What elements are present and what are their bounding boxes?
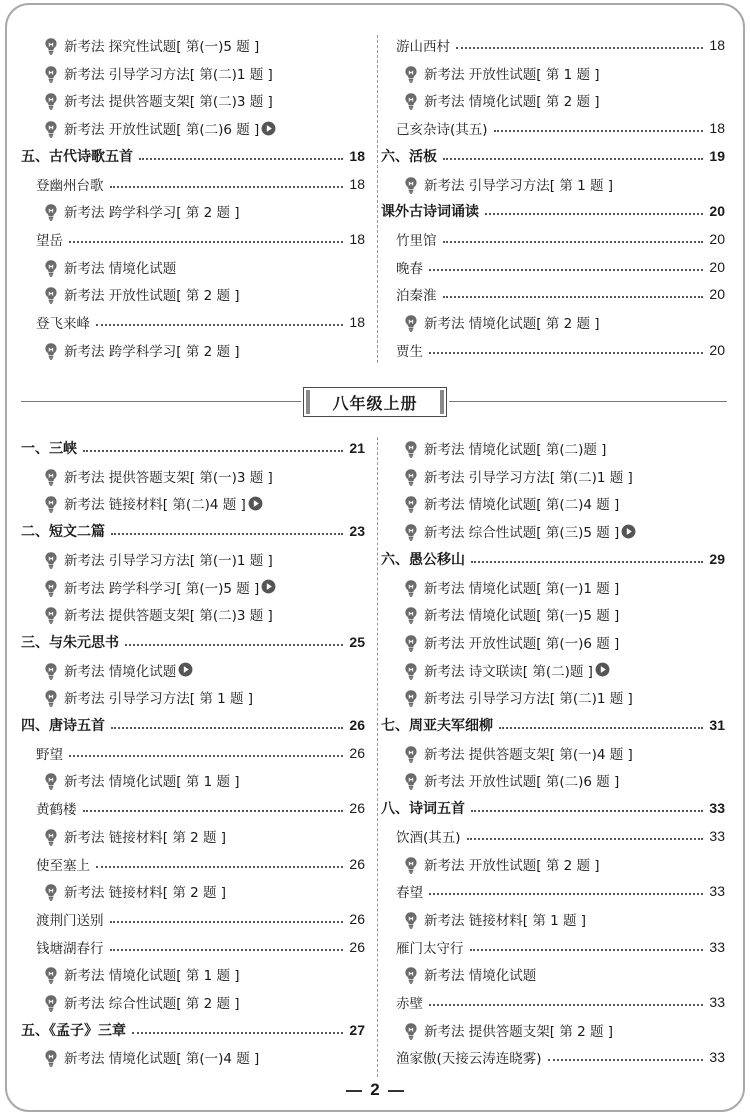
toc-entry[interactable] [21,310,365,334]
toc-section[interactable] [381,796,725,820]
toc-page-number: 18 [349,314,365,330]
toc-page-number: 21 [349,440,365,456]
play-arrow-icon[interactable] [178,662,193,677]
toc-label: 新考法 情境化试题[ 第(一)4 题 ] [64,1051,260,1068]
toc-sub-item[interactable] [21,824,365,848]
toc-sub-item[interactable] [381,768,725,792]
lightbulb-icon [403,440,419,458]
dot-leader [471,561,703,563]
lightbulb-icon [43,259,59,277]
dot-leader [443,296,704,298]
toc-entry[interactable] [21,935,365,959]
toc-entry[interactable] [381,1045,725,1069]
toc-label: 新考法 提供答题支架[ 第(一)4 题 ] [424,746,633,763]
dot-leader [494,130,704,132]
toc-label: 新考法 提供答题支架[ 第(一)3 题 ] [64,469,273,486]
toc-label: 黄鹤楼 [36,802,77,819]
toc-page-number: 31 [709,717,725,733]
banner-title: 八年级上册 [306,390,444,414]
toc-label: 登幽州台歌 [36,177,104,194]
toc-sub-item[interactable] [21,116,365,140]
toc-sub-item[interactable] [381,464,725,488]
toc-sub-item[interactable] [381,519,725,543]
footer-dash-left [346,1090,362,1092]
toc-label: 新考法 情境化试题 [424,968,537,985]
toc-entry[interactable] [381,116,725,140]
toc-label: 新考法 情境化试题[ 第(二)4 题 ] [424,497,620,514]
toc-page-number: 20 [709,341,725,358]
toc-label: 新考法 情境化试题[ 第(一)5 题 ] [424,608,620,625]
toc-entry[interactable] [21,741,365,765]
toc-label: 三、与朱元思书 [21,634,119,651]
toc-label: 五、古代诗歌五首 [21,148,133,165]
toc-label: 新考法 情境化试题[ 第(一)1 题 ] [424,580,620,597]
lightbulb-icon [403,92,419,110]
page-number: 2 [370,1080,380,1099]
dot-leader [69,241,343,243]
toc-page-number: 20 [709,230,725,247]
toc-sub-item[interactable] [21,990,365,1014]
toc-label: 四、唐诗五首 [21,718,105,734]
toc-label: 赤壁 [396,996,423,1012]
toc-sub-item[interactable] [381,436,725,460]
toc-label: 新考法 开放性试题[ 第(一)6 题 ] [424,635,620,652]
lightbulb-icon [403,1022,419,1040]
toc-page-number: 18 [349,147,365,164]
toc-entry[interactable] [381,935,725,959]
toc-label: 新考法 开放性试题[ 第(二)6 题 ] [424,774,620,791]
lightbulb-icon [43,551,59,569]
toc-sub-item[interactable] [21,879,365,903]
toc-entry[interactable] [381,990,725,1014]
toc-label: 游山西村 [396,39,450,55]
lightbulb-icon [403,176,419,194]
toc-entry[interactable] [21,796,365,820]
lightbulb-icon [403,662,419,680]
toc-entry[interactable] [381,338,725,362]
toc-page-number: 29 [709,550,725,567]
toc-label: 新考法 开放性试题[ 第(二)6 题 ] [64,122,260,139]
lightbulb-icon [43,1049,59,1067]
lightbulb-icon [43,286,59,304]
toc-page-number: 26 [349,744,365,761]
toc-label: 饮酒(其五) [396,829,461,846]
toc-label: 望岳 [36,232,63,249]
toc-sub-item[interactable] [381,741,725,765]
toc-sub-item[interactable] [21,338,365,362]
toc-page-number: 20 [709,258,725,275]
toc-page-number: 27 [349,1021,365,1038]
lightbulb-icon [43,342,59,360]
toc-label: 新考法 引导学习方法[ 第(二)1 题 ] [64,66,273,83]
lightbulb-icon [43,468,59,486]
toc-label: 新考法 情境化试题[ 第 2 题 ] [424,94,600,111]
toc-page-number: 26 [349,855,365,872]
toc-sub-item[interactable] [21,575,365,599]
toc-label: 新考法 提供答题支架[ 第(二)3 题 ] [64,94,273,111]
toc-label: 登飞来峰 [36,316,90,332]
toc-label: 新考法 引导学习方法[ 第(一)1 题 ] [64,552,273,569]
toc-label: 新考法 综合性试题[ 第(三)5 题 ] [424,525,620,542]
toc-sub-item[interactable] [381,658,725,682]
lightbulb-icon [43,495,59,513]
toc-sub-item[interactable] [21,199,365,223]
toc-label: 竹里馆 [396,232,437,249]
toc-section[interactable] [381,547,725,571]
toc-label: 八、诗词五首 [381,801,465,818]
toc-label: 使至塞上 [36,857,90,874]
toc-sub-item[interactable] [21,1045,365,1069]
lightbulb-icon [403,856,419,874]
lightbulb-icon [403,772,419,790]
dot-leader [499,727,703,729]
play-arrow-icon[interactable] [621,524,636,539]
toc-section[interactable] [21,144,365,168]
play-arrow-icon[interactable] [248,496,263,511]
lightbulb-icon [43,689,59,707]
lightbulb-icon [43,203,59,221]
toc-label: 新考法 引导学习方法[ 第(二)1 题 ] [424,691,633,708]
toc-label: 新考法 情境化试题[ 第 1 题 ] [64,774,240,791]
toc-label: 一、三峡 [21,441,77,457]
toc-page-number: 20 [709,286,725,303]
toc-sub-item[interactable] [381,61,725,85]
toc-sub-item[interactable] [381,310,725,334]
lightbulb-icon [403,606,419,624]
dot-leader [467,838,704,840]
toc-label: 新考法 引导学习方法[ 第(二)1 题 ] [424,469,633,486]
toc-label: 钱塘湖春行 [36,940,104,957]
toc-label: 新考法 引导学习方法[ 第 1 题 ] [64,691,254,708]
lightbulb-icon [403,911,419,929]
lightbulb-icon [403,495,419,513]
toc-page-number: 18 [709,37,725,53]
lightbulb-icon [403,745,419,763]
column-divider-bottom [377,437,378,1077]
toc-sub-item[interactable] [381,491,725,515]
toc-page-number: 26 [349,938,365,955]
toc-page-number: 33 [709,883,725,900]
toc-entry[interactable] [381,824,725,848]
toc-section[interactable] [21,630,365,654]
dot-leader [429,893,703,895]
toc-page-number: 18 [709,120,725,137]
lightbulb-icon [43,65,59,83]
dot-leader [443,241,704,243]
toc-section[interactable] [21,1018,365,1042]
section-banner [303,387,447,417]
toc-page-number: 26 [349,910,365,927]
toc-entry[interactable] [381,282,725,306]
toc-page-number: 33 [709,994,725,1010]
dot-leader [139,158,343,160]
toc-label: 渔家傲(天接云涛连晓雾) [396,1051,542,1068]
lightbulb-icon [43,92,59,110]
toc-page-number: 20 [709,203,725,220]
dot-leader [548,1059,704,1061]
lightbulb-icon [403,579,419,597]
dot-leader [485,213,703,215]
dot-leader [132,1032,343,1034]
toc-entry[interactable] [381,255,725,279]
lightbulb-icon [403,468,419,486]
toc-label: 雁门太守行 [396,940,464,957]
toc-sub-item[interactable] [21,962,365,986]
toc-entry[interactable] [381,879,725,903]
dot-leader [69,755,343,757]
toc-label: 己亥杂诗(其五) [396,122,488,139]
toc-label: 二、短文二篇 [21,524,105,541]
toc-label: 新考法 开放性试题[ 第 1 题 ] [424,66,600,83]
toc-sub-item[interactable] [381,962,725,986]
dot-leader [443,158,703,160]
dot-leader [96,324,343,326]
dot-leader [96,866,343,868]
toc-page-number: 19 [709,147,725,164]
toc-label: 六、愚公移山 [381,551,465,568]
lightbulb-icon [43,966,59,984]
lightbulb-icon [43,37,59,55]
toc-label: 新考法 情境化试题 [64,260,177,277]
lightbulb-icon [403,314,419,332]
toc-entry[interactable] [21,852,365,876]
toc-section[interactable] [381,199,725,223]
toc-entry[interactable] [21,172,365,196]
toc-sub-item[interactable] [21,685,365,709]
lightbulb-icon [403,634,419,652]
toc-sub-item[interactable] [21,61,365,85]
page-footer [7,1080,743,1100]
toc-sub-item[interactable] [21,88,365,112]
toc-label: 新考法 综合性试题[ 第 2 题 ] [64,996,240,1012]
toc-label: 晚春 [396,260,423,277]
toc-sub-item[interactable] [21,255,365,279]
toc-label: 课外古诗词诵读 [381,204,479,221]
dot-leader [110,186,344,188]
toc-label: 新考法 链接材料[ 第 1 题 ] [424,912,587,929]
toc-section[interactable] [21,436,365,460]
toc-label: 新考法 提供答题支架[ 第 2 题 ] [424,1023,614,1040]
toc-page-number: 33 [709,1049,725,1066]
column-divider-top [377,35,378,363]
toc-page-number: 23 [349,523,365,540]
toc-label: 新考法 跨学科学习[ 第 2 题 ] [64,205,240,222]
dot-leader [83,810,344,812]
toc-entry[interactable] [381,227,725,251]
toc-entry[interactable] [21,227,365,251]
toc-section[interactable] [21,713,365,737]
lightbulb-icon [403,523,419,541]
toc-section[interactable] [381,144,725,168]
toc-sub-item[interactable] [381,907,725,931]
toc-label: 六、活板 [381,148,437,165]
toc-sub-item[interactable] [381,575,725,599]
lightbulb-icon [43,883,59,901]
toc-entry[interactable] [21,907,365,931]
toc-label: 新考法 链接材料[ 第(二)4 题 ] [64,497,246,514]
dot-leader [83,450,343,452]
toc-label: 渡荆门送别 [36,912,104,929]
lightbulb-icon [43,994,59,1012]
dot-leader [429,352,703,354]
toc-label: 新考法 提供答题支架[ 第(二)3 题 ] [64,608,273,625]
toc-label: 新考法 情境化试题[ 第 1 题 ] [64,968,240,985]
toc-page-number: 33 [709,827,725,844]
toc-label: 新考法 情境化试题[ 第(二)题 ] [424,442,607,458]
toc-sub-item[interactable] [381,685,725,709]
toc-label: 五、《孟子》三章 [21,1022,126,1039]
toc-label: 新考法 情境化试题[ 第 2 题 ] [424,316,600,332]
dot-leader [110,921,344,923]
play-arrow-icon[interactable] [261,579,276,594]
dot-leader [470,949,704,951]
dot-leader [429,269,703,271]
play-arrow-icon[interactable] [261,121,276,136]
toc-sub-item[interactable] [21,491,365,515]
banner-rule-right [449,401,727,402]
dot-leader [471,810,703,812]
toc-entry[interactable] [381,33,725,57]
lightbulb-icon [403,65,419,83]
toc-label: 新考法 诗文联读[ 第(二)题 ] [424,663,593,680]
dot-leader [456,47,703,49]
lightbulb-icon [43,579,59,597]
toc-page-number: 26 [349,800,365,817]
toc-sub-item[interactable] [381,1018,725,1042]
lightbulb-icon [43,606,59,624]
toc-label: 新考法 探究性试题[ 第(一)5 题 ] [64,39,260,55]
toc-label: 新考法 情境化试题 [64,663,177,680]
footer-dash-right [388,1090,404,1092]
toc-sub-item[interactable] [381,602,725,626]
toc-sub-item[interactable] [21,464,365,488]
toc-sub-item[interactable] [21,547,365,571]
toc-page-number: 26 [349,717,365,733]
toc-sub-item[interactable] [21,768,365,792]
toc-label: 春望 [396,885,423,902]
banner-rule-left [21,401,301,402]
toc-label: 新考法 跨学科学习[ 第(一)5 题 ] [64,580,260,597]
toc-label: 新考法 链接材料[ 第 2 题 ] [64,885,227,902]
toc-sub-item[interactable] [381,852,725,876]
page [5,3,745,1112]
toc-label: 新考法 引导学习方法[ 第 1 题 ] [424,177,614,194]
toc-label: 七、周亚夫军细柳 [381,718,493,734]
toc-section[interactable] [21,519,365,543]
toc-sub-item[interactable] [21,33,365,57]
lightbulb-icon [43,772,59,790]
dot-leader [110,949,344,951]
lightbulb-icon [403,689,419,707]
dot-leader [111,533,343,535]
toc-page-number: 18 [349,175,365,192]
toc-label: 新考法 开放性试题[ 第 2 题 ] [64,288,240,305]
toc-label: 新考法 跨学科学习[ 第 2 题 ] [64,343,240,360]
lightbulb-icon [43,662,59,680]
toc-label: 野望 [36,746,63,763]
toc-label: 贾生 [396,343,423,360]
toc-sub-item[interactable] [381,630,725,654]
dot-leader [111,727,343,729]
toc-sub-item[interactable] [21,282,365,306]
lightbulb-icon [403,966,419,984]
toc-page-number: 25 [349,633,365,650]
toc-label: 新考法 链接材料[ 第 2 题 ] [64,829,227,846]
toc-page-number: 18 [349,230,365,247]
toc-sub-item[interactable] [21,602,365,626]
lightbulb-icon [43,828,59,846]
toc-label: 泊秦淮 [396,288,437,305]
toc-section[interactable] [381,713,725,737]
dot-leader [429,1004,703,1006]
lightbulb-icon [43,120,59,138]
dot-leader [125,644,343,646]
toc-sub-item[interactable] [381,88,725,112]
toc-label: 新考法 开放性试题[ 第 2 题 ] [424,857,600,874]
play-arrow-icon[interactable] [595,662,610,677]
toc-sub-item[interactable] [381,172,725,196]
toc-page-number: 33 [709,938,725,955]
toc-page-number: 33 [709,800,725,817]
toc-sub-item[interactable] [21,658,365,682]
